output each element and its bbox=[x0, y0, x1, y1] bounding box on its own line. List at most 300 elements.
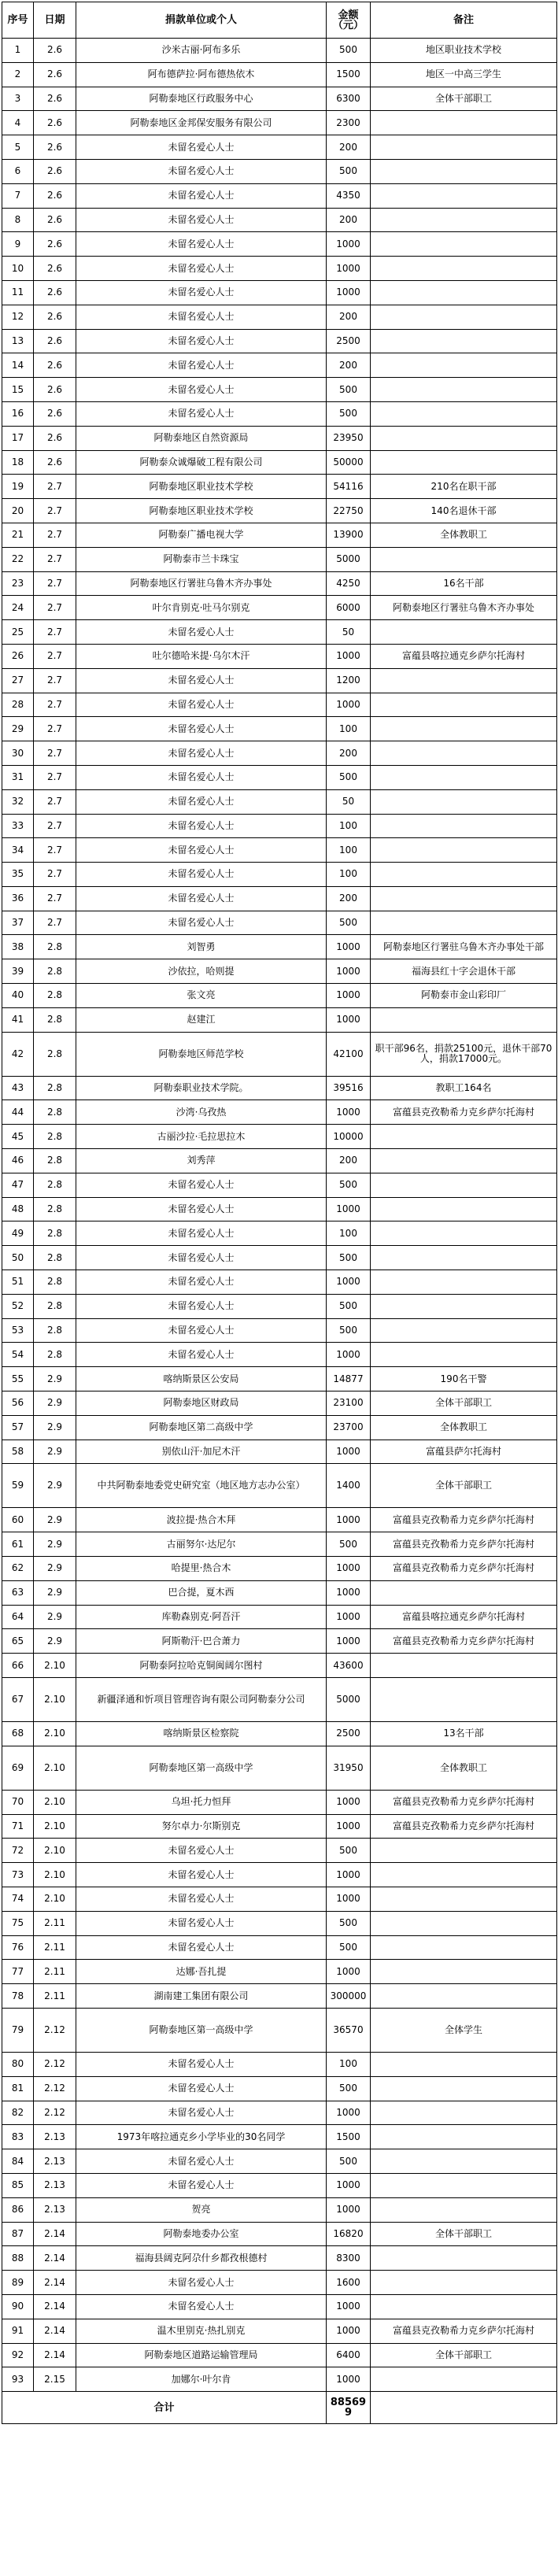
table-row bbox=[2, 1911, 557, 1935]
row-date: 2.7 bbox=[34, 789, 76, 814]
table-row bbox=[2, 959, 557, 984]
row-date: 2.7 bbox=[34, 668, 76, 693]
row-donor: 阿勒泰地区师范学校 bbox=[76, 1032, 327, 1076]
row-note bbox=[371, 2294, 557, 2319]
row-date: 2.7 bbox=[34, 911, 76, 935]
row-donor: 波拉提·热合木拜 bbox=[76, 1508, 327, 1532]
row-donor: 未留名爱心人士 bbox=[76, 814, 327, 838]
row-donor: 阿勒泰阿拉哈克铜闽阔尔图村 bbox=[76, 1654, 327, 1678]
row-number: 93 bbox=[2, 2367, 34, 2392]
row-donor: 未留名爱心人士 bbox=[76, 2149, 327, 2174]
row-note bbox=[371, 2197, 557, 2222]
row-date: 2.8 bbox=[34, 935, 76, 959]
row-number: 83 bbox=[2, 2125, 34, 2149]
row-note: 全体干部职工 bbox=[371, 1464, 557, 1508]
row-date: 2.14 bbox=[34, 2222, 76, 2246]
row-date: 2.12 bbox=[34, 2101, 76, 2125]
row-donor: 古丽沙拉·毛拉思拉木 bbox=[76, 1125, 327, 1149]
row-date: 2.6 bbox=[34, 62, 76, 87]
row-amount: 50 bbox=[327, 620, 371, 645]
row-date: 2.7 bbox=[34, 620, 76, 645]
row-note bbox=[371, 1125, 557, 1149]
table-row bbox=[2, 1032, 557, 1076]
row-amount: 23100 bbox=[327, 1391, 371, 1416]
row-number: 30 bbox=[2, 741, 34, 766]
row-date: 2.7 bbox=[34, 814, 76, 838]
table-row bbox=[2, 2271, 557, 2295]
row-date: 2.6 bbox=[34, 401, 76, 426]
row-amount: 1000 bbox=[327, 1605, 371, 1629]
row-date: 2.8 bbox=[34, 1173, 76, 1197]
row-amount: 500 bbox=[327, 1318, 371, 1343]
row-date: 2.8 bbox=[34, 1246, 76, 1270]
row-number: 62 bbox=[2, 1557, 34, 1581]
row-date: 2.9 bbox=[34, 1629, 76, 1654]
row-donor: 未留名爱心人士 bbox=[76, 1294, 327, 1318]
row-amount: 1000 bbox=[327, 1814, 371, 1839]
row-note bbox=[371, 814, 557, 838]
row-donor: 阿勒泰地区道路运输管理局 bbox=[76, 2343, 327, 2367]
row-amount: 2500 bbox=[327, 329, 371, 353]
table-row bbox=[2, 668, 557, 693]
row-amount: 6300 bbox=[327, 87, 371, 111]
row-donor: 未留名爱心人士 bbox=[76, 1270, 327, 1295]
row-date: 2.8 bbox=[34, 1032, 76, 1076]
row-date: 2.8 bbox=[34, 1270, 76, 1295]
row-note bbox=[371, 1911, 557, 1935]
table-row bbox=[2, 208, 557, 232]
row-number: 55 bbox=[2, 1367, 34, 1391]
row-donor: 未留名爱心人士 bbox=[76, 257, 327, 281]
row-donor: 阿布德萨拉·阿布德热依木 bbox=[76, 62, 327, 87]
row-number: 33 bbox=[2, 814, 34, 838]
row-number: 40 bbox=[2, 984, 34, 1008]
row-amount: 4250 bbox=[327, 571, 371, 596]
row-date: 2.6 bbox=[34, 378, 76, 402]
row-number: 35 bbox=[2, 863, 34, 887]
row-date: 2.11 bbox=[34, 1911, 76, 1935]
row-number: 23 bbox=[2, 571, 34, 596]
row-number: 60 bbox=[2, 1508, 34, 1532]
total-amount: 885699 bbox=[327, 2392, 371, 2424]
row-amount: 100 bbox=[327, 1221, 371, 1246]
table-row bbox=[2, 499, 557, 523]
row-amount: 1000 bbox=[327, 1100, 371, 1125]
row-note bbox=[371, 765, 557, 789]
row-date: 2.13 bbox=[34, 2149, 76, 2174]
table-row bbox=[2, 280, 557, 305]
row-donor: 未留名爱心人士 bbox=[76, 668, 327, 693]
row-note: 全体干部职工 bbox=[371, 2343, 557, 2367]
row-donor: 沙湾·乌孜热 bbox=[76, 1100, 327, 1125]
row-number: 85 bbox=[2, 2173, 34, 2197]
row-note bbox=[371, 1863, 557, 1887]
table-row bbox=[2, 693, 557, 717]
row-date: 2.10 bbox=[34, 1654, 76, 1678]
row-note bbox=[371, 1270, 557, 1295]
row-amount: 1500 bbox=[327, 62, 371, 87]
row-amount: 1000 bbox=[327, 959, 371, 984]
row-donor: 努尔卓力·尔斯别克 bbox=[76, 1814, 327, 1839]
row-date: 2.12 bbox=[34, 2052, 76, 2076]
row-date: 2.6 bbox=[34, 183, 76, 208]
row-donor: 未留名爱心人士 bbox=[76, 135, 327, 160]
row-amount: 16820 bbox=[327, 2222, 371, 2246]
row-number: 77 bbox=[2, 1960, 34, 1984]
row-amount: 1600 bbox=[327, 2271, 371, 2295]
header-no: 序号 bbox=[2, 2, 34, 39]
row-amount: 1000 bbox=[327, 693, 371, 717]
row-date: 2.14 bbox=[34, 2271, 76, 2295]
row-note bbox=[371, 886, 557, 911]
row-donor: 未留名爱心人士 bbox=[76, 789, 327, 814]
table-row bbox=[2, 2052, 557, 2076]
row-note: 全体干部职工 bbox=[371, 1391, 557, 1416]
row-donor: 未留名爱心人士 bbox=[76, 1221, 327, 1246]
row-number: 89 bbox=[2, 2271, 34, 2295]
table-row bbox=[2, 401, 557, 426]
row-donor: 别依山汗·加尼木汗 bbox=[76, 1440, 327, 1464]
row-donor: 温木里别克·热扎别克 bbox=[76, 2319, 327, 2343]
row-number: 15 bbox=[2, 378, 34, 402]
row-date: 2.12 bbox=[34, 2008, 76, 2052]
table-row bbox=[2, 305, 557, 329]
row-date: 2.9 bbox=[34, 1605, 76, 1629]
row-number: 46 bbox=[2, 1149, 34, 1173]
row-number: 48 bbox=[2, 1197, 34, 1221]
row-number: 31 bbox=[2, 765, 34, 789]
row-date: 2.6 bbox=[34, 426, 76, 450]
row-donor: 未留名爱心人士 bbox=[76, 1197, 327, 1221]
row-donor: 未留名爱心人士 bbox=[76, 378, 327, 402]
table-row bbox=[2, 1367, 557, 1391]
row-donor: 新疆泽通和忻项目管理咨询有限公司阿勒泰分公司 bbox=[76, 1678, 327, 1722]
row-number: 87 bbox=[2, 2222, 34, 2246]
row-date: 2.8 bbox=[34, 1318, 76, 1343]
row-donor: 未留名爱心人士 bbox=[76, 1246, 327, 1270]
table-row bbox=[2, 1629, 557, 1654]
table-row bbox=[2, 838, 557, 863]
row-note bbox=[371, 208, 557, 232]
row-donor: 未留名爱心人士 bbox=[76, 305, 327, 329]
table-row bbox=[2, 1814, 557, 1839]
donation-table bbox=[2, 2, 557, 2424]
row-amount: 2500 bbox=[327, 1722, 371, 1746]
row-number: 1 bbox=[2, 39, 34, 63]
row-donor: 赵建江 bbox=[76, 1007, 327, 1032]
row-date: 2.6 bbox=[34, 159, 76, 183]
row-number: 11 bbox=[2, 280, 34, 305]
row-note: 全体教职工 bbox=[371, 1415, 557, 1440]
row-amount: 1000 bbox=[327, 232, 371, 257]
row-donor: 沙依拉，哈则提 bbox=[76, 959, 327, 984]
row-amount: 22750 bbox=[327, 499, 371, 523]
row-amount: 500 bbox=[327, 1839, 371, 1863]
row-date: 2.11 bbox=[34, 1935, 76, 1960]
row-date: 2.9 bbox=[34, 1532, 76, 1557]
row-number: 88 bbox=[2, 2246, 34, 2271]
row-donor: 阿勒泰地区职业技术学校 bbox=[76, 499, 327, 523]
row-note bbox=[371, 159, 557, 183]
row-date: 2.6 bbox=[34, 280, 76, 305]
row-date: 2.7 bbox=[34, 838, 76, 863]
row-number: 20 bbox=[2, 499, 34, 523]
row-date: 2.9 bbox=[34, 1557, 76, 1581]
row-amount: 1000 bbox=[327, 984, 371, 1008]
row-donor: 未留名爱心人士 bbox=[76, 911, 327, 935]
table-row bbox=[2, 2222, 557, 2246]
row-amount: 31950 bbox=[327, 1746, 371, 1790]
table-body bbox=[2, 39, 557, 2392]
row-note: 阿勒泰市金山彩印厂 bbox=[371, 984, 557, 1008]
row-date: 2.13 bbox=[34, 2173, 76, 2197]
row-date: 2.7 bbox=[34, 741, 76, 766]
row-note: 地区一中高三学生 bbox=[371, 62, 557, 87]
row-note bbox=[371, 2101, 557, 2125]
row-donor: 喀纳斯景区公安局 bbox=[76, 1367, 327, 1391]
row-note bbox=[371, 789, 557, 814]
table-row bbox=[2, 1391, 557, 1416]
table-row bbox=[2, 2125, 557, 2149]
row-date: 2.13 bbox=[34, 2125, 76, 2149]
row-amount: 10000 bbox=[327, 1125, 371, 1149]
row-note: 富蕴县克孜勒希力克乡萨尔托海村 bbox=[371, 1508, 557, 1532]
table-row bbox=[2, 2246, 557, 2271]
row-note: 福海县红十字会退休干部 bbox=[371, 959, 557, 984]
row-date: 2.8 bbox=[34, 1007, 76, 1032]
row-amount: 200 bbox=[327, 886, 371, 911]
table-row bbox=[2, 1887, 557, 1911]
table-row bbox=[2, 935, 557, 959]
row-donor: 未留名爱心人士 bbox=[76, 741, 327, 766]
row-note bbox=[371, 2052, 557, 2076]
row-number: 68 bbox=[2, 1722, 34, 1746]
row-date: 2.8 bbox=[34, 1294, 76, 1318]
row-number: 13 bbox=[2, 329, 34, 353]
row-date: 2.15 bbox=[34, 2367, 76, 2392]
row-note: 全体教职工 bbox=[371, 523, 557, 547]
row-amount: 1000 bbox=[327, 2173, 371, 2197]
row-donor: 未留名爱心人士 bbox=[76, 838, 327, 863]
row-donor: 未留名爱心人士 bbox=[76, 620, 327, 645]
row-note bbox=[371, 1173, 557, 1197]
row-amount: 54116 bbox=[327, 475, 371, 499]
table-row bbox=[2, 2197, 557, 2222]
row-number: 54 bbox=[2, 1343, 34, 1367]
table-row bbox=[2, 1007, 557, 1032]
row-donor: 刘秀萍 bbox=[76, 1149, 327, 1173]
row-date: 2.10 bbox=[34, 1887, 76, 1911]
row-amount: 500 bbox=[327, 1246, 371, 1270]
row-number: 58 bbox=[2, 1440, 34, 1464]
row-donor: 阿勒泰地区职业技术学校 bbox=[76, 475, 327, 499]
row-number: 28 bbox=[2, 693, 34, 717]
row-note bbox=[371, 280, 557, 305]
row-donor: 未留名爱心人士 bbox=[76, 2173, 327, 2197]
row-amount: 200 bbox=[327, 1149, 371, 1173]
row-note: 富蕴县克孜勒希力克乡萨尔托海村 bbox=[371, 1100, 557, 1125]
table-row bbox=[2, 1935, 557, 1960]
row-donor: 阿勒泰众诚爆破工程有限公司 bbox=[76, 450, 327, 475]
row-donor: 未留名爱心人士 bbox=[76, 863, 327, 887]
row-date: 2.6 bbox=[34, 329, 76, 353]
row-number: 7 bbox=[2, 183, 34, 208]
row-number: 75 bbox=[2, 1911, 34, 1935]
row-date: 2.8 bbox=[34, 1221, 76, 1246]
row-date: 2.6 bbox=[34, 353, 76, 378]
row-amount: 2300 bbox=[327, 111, 371, 135]
row-amount: 100 bbox=[327, 717, 371, 741]
row-note bbox=[371, 257, 557, 281]
row-note bbox=[371, 620, 557, 645]
row-amount: 500 bbox=[327, 1294, 371, 1318]
row-amount: 1000 bbox=[327, 280, 371, 305]
table-row bbox=[2, 1294, 557, 1318]
row-amount: 1000 bbox=[327, 2197, 371, 2222]
table-row bbox=[2, 329, 557, 353]
row-donor: 未留名爱心人士 bbox=[76, 2294, 327, 2319]
row-note: 16名干部 bbox=[371, 571, 557, 596]
table-row bbox=[2, 1318, 557, 1343]
row-note bbox=[371, 1007, 557, 1032]
row-number: 17 bbox=[2, 426, 34, 450]
row-amount: 200 bbox=[327, 208, 371, 232]
row-date: 2.9 bbox=[34, 1440, 76, 1464]
row-amount: 1000 bbox=[327, 1960, 371, 1984]
table-row bbox=[2, 1173, 557, 1197]
row-date: 2.6 bbox=[34, 39, 76, 63]
row-date: 2.7 bbox=[34, 499, 76, 523]
row-donor: 阿斯勒汗·巴合萧力 bbox=[76, 1629, 327, 1654]
row-note bbox=[371, 353, 557, 378]
table-row bbox=[2, 886, 557, 911]
row-note bbox=[371, 911, 557, 935]
row-amount: 6400 bbox=[327, 2343, 371, 2367]
row-note bbox=[371, 693, 557, 717]
row-number: 79 bbox=[2, 2008, 34, 2052]
row-date: 2.6 bbox=[34, 135, 76, 160]
row-amount: 13900 bbox=[327, 523, 371, 547]
row-amount: 5000 bbox=[327, 547, 371, 571]
row-number: 47 bbox=[2, 1173, 34, 1197]
table-row bbox=[2, 2367, 557, 2392]
row-donor: 未留名爱心人士 bbox=[76, 1863, 327, 1887]
row-amount: 500 bbox=[327, 911, 371, 935]
row-amount: 200 bbox=[327, 305, 371, 329]
row-note bbox=[371, 2367, 557, 2392]
row-amount: 100 bbox=[327, 838, 371, 863]
row-donor: 阿勒泰市兰卡珠宝 bbox=[76, 547, 327, 571]
row-donor: 未留名爱心人士 bbox=[76, 208, 327, 232]
row-date: 2.6 bbox=[34, 111, 76, 135]
row-note bbox=[371, 1839, 557, 1863]
row-number: 92 bbox=[2, 2343, 34, 2367]
row-amount: 1000 bbox=[327, 2319, 371, 2343]
row-amount: 42100 bbox=[327, 1032, 371, 1076]
header-row bbox=[2, 2, 557, 39]
row-number: 4 bbox=[2, 111, 34, 135]
table-row bbox=[2, 1197, 557, 1221]
table-row bbox=[2, 547, 557, 571]
row-donor: 乌坦·托力恒拜 bbox=[76, 1790, 327, 1814]
row-note: 13名干部 bbox=[371, 1722, 557, 1746]
table-row bbox=[2, 475, 557, 499]
row-donor: 未留名爱心人士 bbox=[76, 1887, 327, 1911]
row-number: 49 bbox=[2, 1221, 34, 1246]
table-row bbox=[2, 1532, 557, 1557]
row-note bbox=[371, 183, 557, 208]
row-note bbox=[371, 717, 557, 741]
row-date: 2.11 bbox=[34, 1960, 76, 1984]
table-row bbox=[2, 1863, 557, 1887]
row-number: 56 bbox=[2, 1391, 34, 1416]
table-row bbox=[2, 257, 557, 281]
table-row bbox=[2, 62, 557, 87]
row-date: 2.7 bbox=[34, 644, 76, 668]
row-donor: 未留名爱心人士 bbox=[76, 280, 327, 305]
row-date: 2.14 bbox=[34, 2319, 76, 2343]
row-note: 富蕴县克孜勒希力克乡萨尔托海村 bbox=[371, 1814, 557, 1839]
row-number: 16 bbox=[2, 401, 34, 426]
row-donor: 未留名爱心人士 bbox=[76, 1839, 327, 1863]
row-date: 2.7 bbox=[34, 475, 76, 499]
row-amount: 100 bbox=[327, 814, 371, 838]
row-amount: 1000 bbox=[327, 2101, 371, 2125]
row-number: 44 bbox=[2, 1100, 34, 1125]
row-note: 富蕴县克孜勒希力克乡萨尔托海村 bbox=[371, 2319, 557, 2343]
row-note bbox=[371, 1887, 557, 1911]
row-note bbox=[371, 1984, 557, 2009]
row-note: 全体学生 bbox=[371, 2008, 557, 2052]
total-label: 合计 bbox=[2, 2392, 327, 2424]
row-number: 43 bbox=[2, 1076, 34, 1100]
row-amount: 1000 bbox=[327, 2294, 371, 2319]
row-date: 2.7 bbox=[34, 765, 76, 789]
row-donor: 阿勒泰地区财政局 bbox=[76, 1391, 327, 1416]
row-note bbox=[371, 426, 557, 450]
row-date: 2.7 bbox=[34, 693, 76, 717]
table-row bbox=[2, 1722, 557, 1746]
row-number: 84 bbox=[2, 2149, 34, 2174]
table-row bbox=[2, 717, 557, 741]
row-amount: 100 bbox=[327, 863, 371, 887]
row-donor: 阿勒泰地区第一高级中学 bbox=[76, 1746, 327, 1790]
row-amount: 23950 bbox=[327, 426, 371, 450]
row-amount: 1000 bbox=[327, 1007, 371, 1032]
row-number: 74 bbox=[2, 1887, 34, 1911]
row-amount: 200 bbox=[327, 135, 371, 160]
row-note bbox=[371, 1654, 557, 1678]
row-note bbox=[371, 2125, 557, 2149]
table-row bbox=[2, 1149, 557, 1173]
table-row bbox=[2, 1440, 557, 1464]
row-note bbox=[371, 1960, 557, 1984]
row-amount: 500 bbox=[327, 1935, 371, 1960]
row-donor: 阿勒泰地区第二高级中学 bbox=[76, 1415, 327, 1440]
table-row bbox=[2, 426, 557, 450]
row-donor: 库勒森别克·阿吾汗 bbox=[76, 1605, 327, 1629]
table-row bbox=[2, 2149, 557, 2174]
table-row bbox=[2, 2319, 557, 2343]
row-note bbox=[371, 1678, 557, 1722]
row-amount: 5000 bbox=[327, 1678, 371, 1722]
row-amount: 1000 bbox=[327, 1887, 371, 1911]
row-note bbox=[371, 378, 557, 402]
row-number: 39 bbox=[2, 959, 34, 984]
row-note bbox=[371, 305, 557, 329]
header-note: 备注 bbox=[371, 2, 557, 39]
row-donor: 1973年喀拉通克乡小学毕业的30名同学 bbox=[76, 2125, 327, 2149]
